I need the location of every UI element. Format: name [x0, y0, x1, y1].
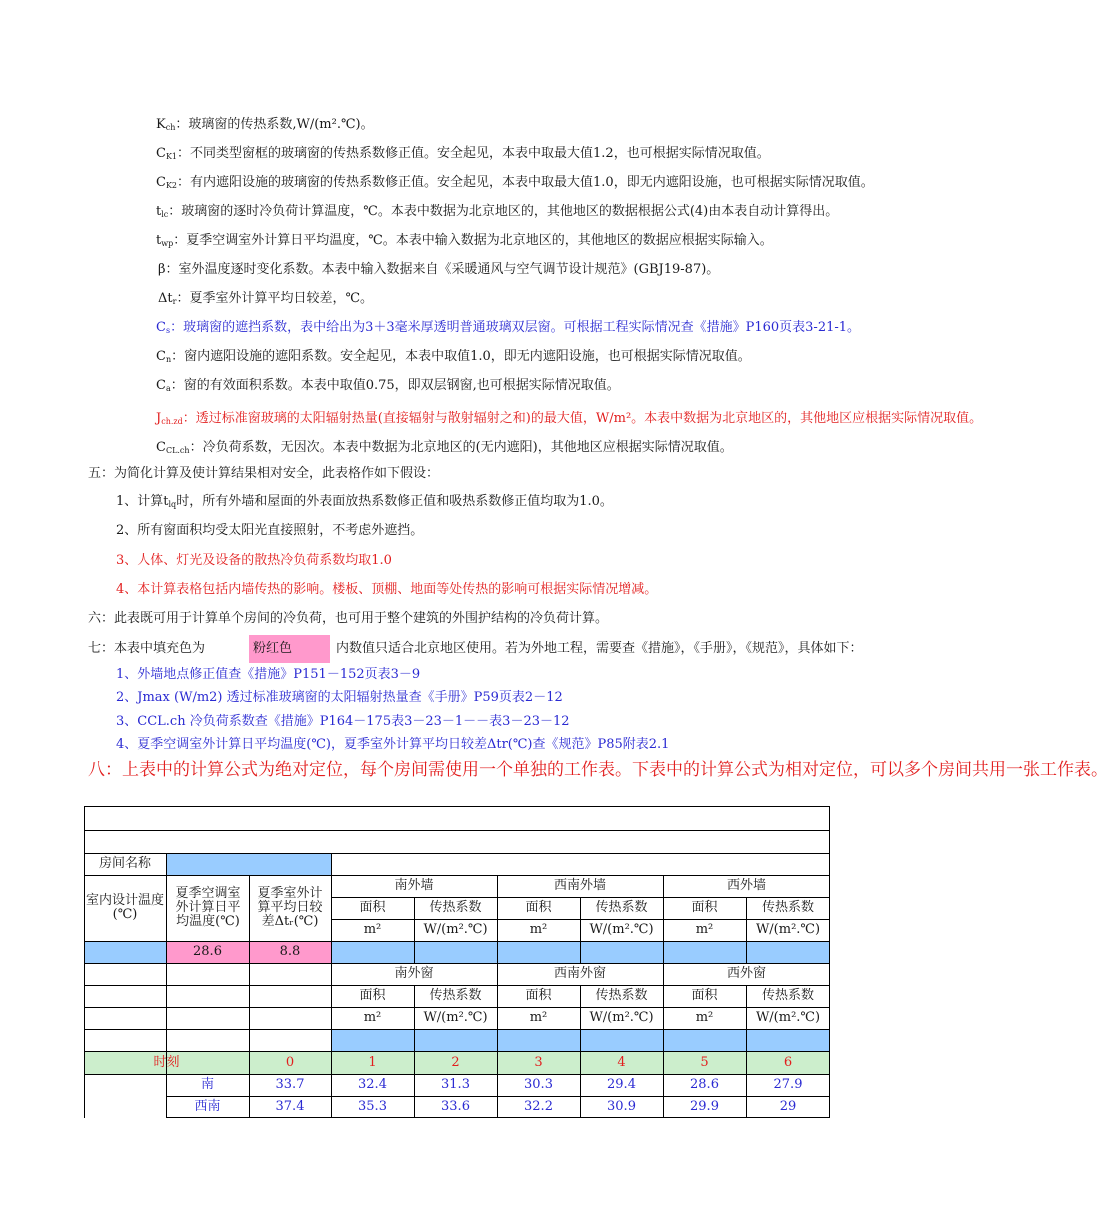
- unit-area: m²: [529, 1010, 548, 1025]
- u-label: 传热系数: [761, 900, 814, 915]
- unit-u: W/(m².℃): [589, 922, 654, 937]
- table-cell: 28.6: [690, 1077, 719, 1092]
- unit-area: m²: [529, 922, 548, 937]
- u-label: 传热系数: [761, 988, 814, 1003]
- section8-heading: 八：上表中的计算公式为绝对定位，每个房间需使用一个单独的工作表。下表中的计算公式为相对定位，可以多个房间共用一张工作表。: [88, 760, 1108, 780]
- section7-item3: 3、CCL.ch 冷负荷系数查《措施》P164－175表3－23－1－－表3－23－12: [116, 714, 570, 729]
- section5-item4: 4、本计算表格包括内墙传热的影响。楼板、顶棚、地面等处传热的影响可根据实际情况增减。: [116, 582, 658, 597]
- section6: 六：此表既可用于计算单个房间的冷负荷，也可用于整个建筑的外围护结构的冷负荷计算。: [88, 611, 609, 626]
- note-kch: $K_{ch}$：玻璃窗的传热系数,W/(m².℃)。: [156, 117, 374, 132]
- note-ck1: $C_{K1}$：不同类型窗框的玻璃窗的传热系数修正值。安全起见，本表中取最大值1.2，也可根据实际情况取值。: [156, 146, 770, 161]
- section5-item3: 3、人体、灯光及设备的散热冷负荷系数均取1.0: [116, 553, 392, 568]
- note-cn: $C_n$：窗内遮阳设施的遮阳系数。安全起见，本表中取值1.0，即无内遮阳设施，也可根据实际情况取值。: [156, 349, 751, 364]
- hour-label: 时刻: [153, 1054, 180, 1070]
- section7-item1: 1、外墙地点修正值查《措施》P151－152页表3－9: [116, 667, 421, 682]
- section7-item2: 2、Jmax (W/m2) 透过标准玻璃窗的太阳辐射热量查《手册》P59页表2－12: [116, 690, 563, 705]
- table-cell: 29.9: [690, 1098, 719, 1114]
- hour-6: 6: [783, 1054, 793, 1070]
- area-label: 面积: [691, 900, 718, 915]
- hour-2: 2: [451, 1054, 460, 1070]
- unit-area: m²: [695, 922, 714, 937]
- table-cell: 32.4: [358, 1077, 387, 1092]
- indoor-temp-input[interactable]: [84, 941, 166, 963]
- u-label: 传热系数: [595, 900, 648, 915]
- table-cell: 32.2: [524, 1098, 553, 1114]
- table-cell: 37.4: [275, 1098, 305, 1114]
- section5-item2: 2、所有窗面积均受太阳光直接照射，不考虑外遮挡。: [116, 523, 424, 538]
- load-table: [84, 806, 830, 1118]
- hour-4: 4: [617, 1054, 626, 1070]
- pink-label: 粉红色: [253, 641, 293, 656]
- u-label: 传热系数: [429, 900, 482, 915]
- wall-south: 南外墙: [394, 878, 434, 893]
- unit-u: W/(m².℃): [755, 1010, 821, 1025]
- area-label: 面积: [525, 900, 552, 915]
- table-cell: 27.9: [773, 1077, 803, 1092]
- note-jch: $J_{ch.zd}$：透过标准窗玻璃的太阳辐射热量(直接辐射与散射辐射之和)的最大值，W/m²。本表中数据为北京地区的，其他地区应根据实际情况取值。: [156, 411, 983, 426]
- window-southwest: 西南外窗: [553, 966, 606, 981]
- section5-item1: 1、计算$t_{lq}$时，所有外墙和屋面的外表面放热系数修正值和吸热系数修正值均取为1.0。: [116, 494, 613, 509]
- area-label: 面积: [359, 988, 386, 1003]
- note-cs: $C_s$：玻璃窗的遮挡系数，表中给出为3＋3毫米厚透明普通玻璃双层窗。可根据工程实际情况查《措施》P160页表3-21-1。: [156, 320, 861, 335]
- hour-5: 5: [700, 1054, 709, 1070]
- u-label: 传热系数: [595, 988, 648, 1003]
- note-ccl: $C_{CL.ch}$：冷负荷系数，无因次。本表中数据为北京地区的(无内遮阳)，其他地区应根据实际情况取值。: [156, 440, 733, 455]
- table-cell: 33.7: [275, 1077, 305, 1092]
- room-name-input[interactable]: [166, 853, 331, 875]
- unit-u: W/(m².℃): [755, 922, 821, 937]
- dir-southwest: 西南: [194, 1098, 221, 1114]
- note-beta: β：室外温度逐时变化系数。本表中输入数据来自《采暖通风与空气调节设计规范》(GBJ19-87)。: [158, 262, 720, 277]
- indoor-temp-label: 室内设计温度(℃): [86, 893, 165, 922]
- hour-0: 0: [285, 1054, 295, 1070]
- area-label: 面积: [525, 988, 552, 1003]
- window-west: 西外窗: [726, 966, 766, 981]
- hour-3: 3: [534, 1054, 543, 1070]
- dir-south: 南: [200, 1077, 214, 1092]
- avg-temp-label: 夏季空调室外计算日平均温度(℃): [175, 886, 241, 929]
- table-cell: 30.9: [607, 1098, 636, 1114]
- section7-suffix: 内数值只适合北京地区使用。若为外地工程，需要查《措施》，《手册》，《规范》，具体如下：: [336, 641, 863, 656]
- table-cell: 30.3: [524, 1077, 553, 1092]
- note-ck2: $C_{K2}$：有内遮阳设施的玻璃窗的传热系数修正值。安全起见，本表中取最大值1.0，即无内遮阳设施，也可根据实际情况取值。: [156, 175, 874, 190]
- note-twp: $t_{wp}$：夏季空调室外计算日平均温度，℃。本表中输入数据为北京地区的，其他地区的数据应根据实际输入。: [156, 233, 773, 248]
- room-name-label: 房间名称: [98, 856, 151, 871]
- wall-west: 西外墙: [726, 878, 766, 893]
- table-cell: 35.3: [358, 1098, 387, 1114]
- range-label: 夏季室外计算平均日较差Δtᵣ(℃): [257, 886, 323, 929]
- note-dtr: $\Delta t_r$：夏季室外计算平均日较差，℃。: [158, 291, 373, 306]
- area-label: 面积: [359, 900, 386, 915]
- unit-area: m²: [363, 1010, 382, 1025]
- table-cell: 29.4: [607, 1077, 636, 1092]
- unit-area: m²: [695, 1010, 714, 1025]
- section5-title: 五：为简化计算及使计算结果相对安全，此表格作如下假设：: [88, 466, 440, 481]
- range-value[interactable]: 8.8: [279, 944, 301, 959]
- section7-item4: 4、夏季空调室外计算日平均温度(℃)，夏季室外计算平均日较差Δtr(℃)查《规范》P85附表2.1: [116, 737, 670, 752]
- avg-temp-value[interactable]: 28.6: [193, 944, 222, 959]
- wall-southwest: 西南外墙: [553, 878, 606, 893]
- section7-prefix: 七：本表中填充色为: [88, 641, 206, 656]
- window-south: 南外窗: [394, 966, 434, 981]
- table-cell: 31.3: [441, 1077, 470, 1092]
- table-cell: 29: [779, 1098, 797, 1114]
- unit-u: W/(m².℃): [589, 1010, 654, 1025]
- note-ca: $C_a$：窗的有效面积系数。本表中取值0.75，即双层钢窗,也可根据实际情况取值。: [156, 378, 620, 393]
- unit-u: W/(m².℃): [423, 922, 488, 937]
- unit-u: W/(m².℃): [423, 1010, 488, 1025]
- hour-1: 1: [368, 1054, 377, 1070]
- table-cell: 33.6: [441, 1098, 470, 1114]
- u-label: 传热系数: [429, 988, 482, 1003]
- unit-area: m²: [363, 922, 382, 937]
- note-tlc: $t_{lc}$：玻璃窗的逐时冷负荷计算温度，℃。本表中数据为北京地区的，其他地区的数据根据公式(4)由本表自动计算得出。: [156, 204, 839, 219]
- area-label: 面积: [691, 988, 718, 1003]
